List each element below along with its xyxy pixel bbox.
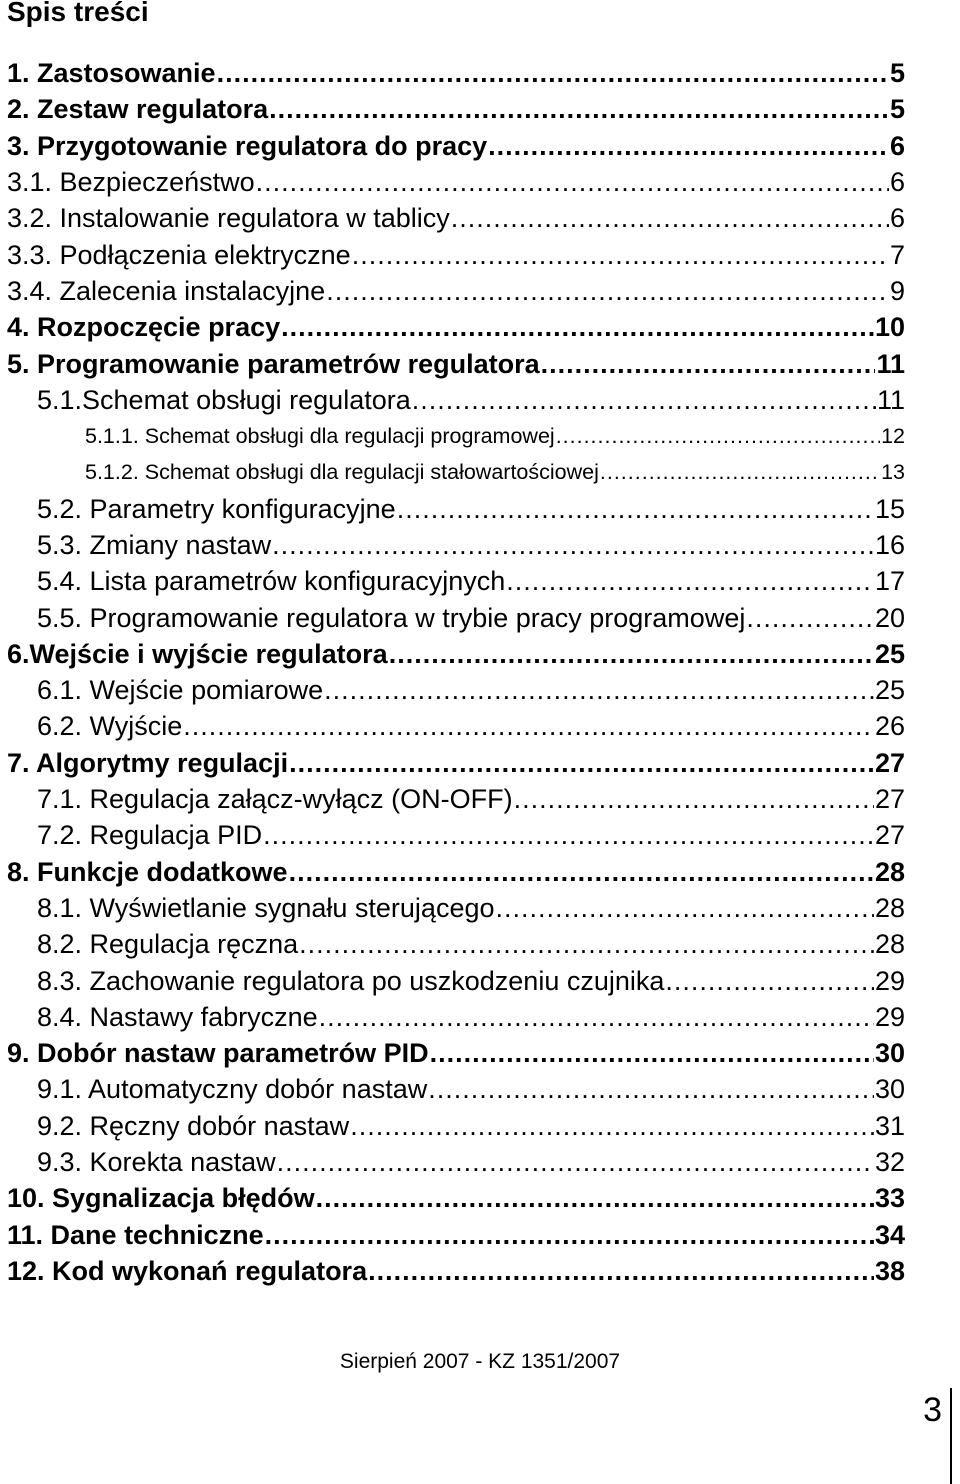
toc-entry-page: 38 bbox=[874, 1255, 905, 1286]
toc-entry-page: 9 bbox=[889, 275, 905, 306]
dot-leader bbox=[389, 636, 874, 672]
toc-entry-page: 15 bbox=[874, 493, 905, 524]
toc-entry-label: 2. Zestaw regulatora bbox=[7, 94, 269, 125]
toc-entry[interactable] bbox=[0, 345, 905, 381]
toc-entry[interactable] bbox=[0, 309, 905, 345]
toc-entry-page: 25 bbox=[874, 638, 905, 669]
toc-entry-label: 3.1. Bezpieczeństwo bbox=[7, 167, 255, 198]
dot-leader bbox=[541, 346, 876, 382]
toc-entry-label: 5.3. Zmiany nastaw bbox=[37, 530, 272, 560]
dot-leader bbox=[217, 55, 889, 91]
toc-entry[interactable] bbox=[0, 1180, 905, 1216]
dot-leader bbox=[451, 200, 889, 236]
toc-entry-label: 5.1.1. Schemat obsługi dla regulacji programowej bbox=[85, 424, 555, 449]
toc-entry-label: 5.1.2. Schemat obsługi dla regulacji stałowartościowej bbox=[85, 460, 599, 485]
toc-entry-page: 25 bbox=[874, 675, 905, 706]
dot-leader bbox=[299, 926, 874, 962]
toc-entry-page: 6 bbox=[889, 167, 905, 198]
dot-leader bbox=[269, 91, 889, 127]
dot-leader bbox=[183, 708, 874, 744]
toc-entry-label: 6.1. Wejście pomiarowe bbox=[37, 675, 324, 706]
toc-entry[interactable] bbox=[0, 1253, 905, 1289]
toc-entry-label: 5.1.Schemat obsługi regulatora bbox=[37, 384, 411, 415]
toc-entry-page: 27 bbox=[874, 747, 905, 778]
toc-entry-page: 12 bbox=[881, 424, 905, 449]
dot-leader bbox=[746, 600, 874, 636]
toc-entry-label: 5.5. Programowanie regulatora w trybie pracy programowej bbox=[37, 602, 746, 633]
dot-leader bbox=[265, 1217, 874, 1253]
dot-leader bbox=[263, 817, 874, 853]
toc-entry[interactable] bbox=[0, 1108, 905, 1144]
toc-entry[interactable] bbox=[0, 200, 905, 236]
toc-entry-page: 7 bbox=[889, 239, 905, 270]
dot-leader bbox=[506, 563, 874, 599]
toc-entry-label: 5.4. Lista parametrów konfiguracyjnych bbox=[37, 566, 506, 597]
toc-entry-label: 10. Sygnalizacja błędów bbox=[7, 1183, 315, 1214]
dot-leader bbox=[326, 273, 889, 309]
toc-entry-page: 31 bbox=[874, 1110, 905, 1141]
toc-entry[interactable] bbox=[0, 599, 905, 635]
toc-entry[interactable] bbox=[0, 708, 905, 744]
toc-entry[interactable] bbox=[0, 527, 905, 563]
toc-entry-page: 20 bbox=[874, 602, 905, 633]
toc-entry[interactable] bbox=[0, 962, 905, 998]
toc-entry-page: 29 bbox=[874, 965, 905, 996]
toc-entry[interactable] bbox=[0, 491, 905, 527]
toc-entry[interactable] bbox=[0, 273, 905, 309]
toc-entry-page: 13 bbox=[881, 460, 905, 485]
toc-entry-page: 6 bbox=[889, 130, 905, 161]
toc-entry[interactable] bbox=[0, 563, 905, 599]
toc-entry-page: 5 bbox=[889, 94, 905, 125]
dot-leader bbox=[368, 1253, 874, 1289]
toc-entry-label: 9.1. Automatyczny dobór nastaw bbox=[37, 1074, 428, 1105]
toc-entry-page: 26 bbox=[874, 711, 905, 742]
toc-entry-page: 29 bbox=[874, 1001, 905, 1032]
dot-leader bbox=[319, 999, 874, 1035]
toc-entry[interactable] bbox=[0, 1071, 905, 1107]
toc-entry-page: 28 bbox=[874, 892, 905, 923]
dot-leader bbox=[496, 890, 874, 926]
toc-entry-label: 9.3. Korekta nastaw bbox=[37, 1147, 276, 1178]
toc-entry[interactable] bbox=[0, 382, 905, 418]
dot-leader bbox=[412, 382, 876, 418]
toc-entry-label: 6.Wejście i wyjście regulatora bbox=[7, 638, 388, 669]
toc-entry[interactable] bbox=[0, 926, 905, 962]
dot-leader bbox=[665, 963, 874, 999]
toc-entry-page: 5 bbox=[889, 58, 905, 89]
toc-entry-page: 28 bbox=[874, 929, 905, 960]
dot-leader bbox=[316, 1180, 874, 1216]
dot-leader bbox=[277, 1144, 874, 1180]
toc-entry-page: 32 bbox=[874, 1147, 905, 1178]
dot-leader bbox=[272, 527, 874, 563]
dot-leader bbox=[488, 128, 889, 164]
toc-entry-page: 33 bbox=[874, 1183, 905, 1214]
toc-entry-label: 6.2. Wyjście bbox=[37, 711, 183, 742]
toc-entry-label: 11. Dane techniczne bbox=[7, 1219, 264, 1250]
toc-entry-label: 12. Kod wykonań regulatora bbox=[7, 1255, 368, 1286]
toc-entry-label: 7.2. Regulacja PID bbox=[37, 820, 263, 851]
toc-entry-label: 5.2. Parametry konfiguracyjne bbox=[37, 493, 396, 524]
toc-entry-page: 30 bbox=[874, 1038, 905, 1069]
toc-entry-label: 4. Rozpoczęcie pracy bbox=[7, 312, 281, 343]
page-title: Spis treści bbox=[7, 0, 149, 27]
toc-entry-page: 17 bbox=[874, 566, 905, 597]
toc-entry-label: 9.2. Ręczny dobór nastaw bbox=[37, 1110, 350, 1141]
toc-entry[interactable] bbox=[0, 164, 905, 200]
toc-entry[interactable] bbox=[0, 854, 905, 890]
dot-leader bbox=[256, 164, 889, 200]
toc-entry[interactable] bbox=[0, 636, 905, 672]
dot-leader bbox=[289, 745, 874, 781]
dot-leader bbox=[514, 781, 874, 817]
dot-leader bbox=[430, 1035, 874, 1071]
dot-leader bbox=[600, 454, 880, 490]
toc-entry-label: 8.1. Wyświetlanie sygnału sterującego bbox=[37, 892, 495, 923]
toc-entry[interactable] bbox=[0, 1217, 905, 1253]
toc-entry[interactable] bbox=[0, 672, 905, 708]
dot-leader bbox=[428, 1071, 874, 1107]
dot-leader bbox=[397, 491, 874, 527]
toc-entry[interactable] bbox=[0, 1035, 905, 1071]
toc-entry-page: 10 bbox=[874, 312, 905, 343]
toc-entry-label: 3. Przygotowanie regulatora do pracy bbox=[7, 130, 488, 161]
toc-entry[interactable] bbox=[0, 817, 905, 853]
toc-entry-label: 3.3. Podłączenia elektryczne bbox=[7, 239, 351, 270]
page-number: 3 bbox=[923, 1388, 952, 1484]
toc-entry-page: 34 bbox=[874, 1219, 905, 1250]
toc-entry-page: 16 bbox=[874, 530, 905, 560]
toc-entry[interactable] bbox=[0, 454, 905, 490]
dot-leader bbox=[324, 672, 874, 708]
toc-entry-label: 3.2. Instalowanie regulatora w tablicy bbox=[7, 203, 450, 234]
toc-entry[interactable] bbox=[0, 890, 905, 926]
dot-leader bbox=[352, 237, 889, 273]
toc-entry-page: 27 bbox=[874, 784, 905, 815]
toc-entry[interactable] bbox=[0, 745, 905, 781]
toc-entry-page: 6 bbox=[889, 203, 905, 234]
toc-entry-label: 1. Zastosowanie bbox=[7, 58, 216, 89]
toc-entry[interactable] bbox=[0, 781, 905, 817]
dot-leader bbox=[350, 1108, 874, 1144]
toc-entry-page: 28 bbox=[874, 856, 905, 887]
toc-entry-label: 8. Funkcje dodatkowe bbox=[7, 856, 288, 887]
document-footer: Sierpień 2007 - KZ 1351/2007 bbox=[339, 1350, 621, 1373]
toc-entry[interactable] bbox=[0, 91, 905, 127]
toc-entry-label: 8.2. Regulacja ręczna bbox=[37, 929, 299, 960]
toc-entry-label: 7. Algorytmy regulacji bbox=[7, 747, 289, 778]
toc-entry[interactable] bbox=[0, 55, 905, 91]
dot-leader bbox=[281, 309, 874, 345]
dot-leader bbox=[289, 854, 874, 890]
toc-entry-label: 3.4. Zalecenia instalacyjne bbox=[7, 275, 326, 306]
dot-leader bbox=[556, 418, 880, 454]
toc-entry-label: 9. Dobór nastaw parametrów PID bbox=[7, 1038, 429, 1069]
toc-entry[interactable] bbox=[0, 418, 905, 454]
toc-entry[interactable] bbox=[0, 128, 905, 164]
toc-entry-page: 27 bbox=[874, 820, 905, 851]
toc-entry-label: 8.4. Nastawy fabryczne bbox=[37, 1001, 318, 1032]
toc-entry-label: 7.1. Regulacja załącz-wyłącz (ON-OFF) bbox=[37, 784, 513, 815]
toc-entry[interactable] bbox=[0, 1144, 905, 1180]
toc-entry-label: 8.3. Zachowanie regulatora po uszkodzeniu czujnika bbox=[37, 965, 665, 996]
toc-entry-page: 11 bbox=[876, 348, 905, 379]
toc-entry[interactable] bbox=[0, 999, 905, 1035]
toc-entry-label: 5. Programowanie parametrów regulatora bbox=[7, 348, 540, 379]
toc-entry-page: 30 bbox=[874, 1074, 905, 1105]
toc-entry-page: 11 bbox=[876, 384, 905, 415]
table-of-contents bbox=[0, 55, 960, 1289]
toc-entry[interactable] bbox=[0, 236, 905, 272]
